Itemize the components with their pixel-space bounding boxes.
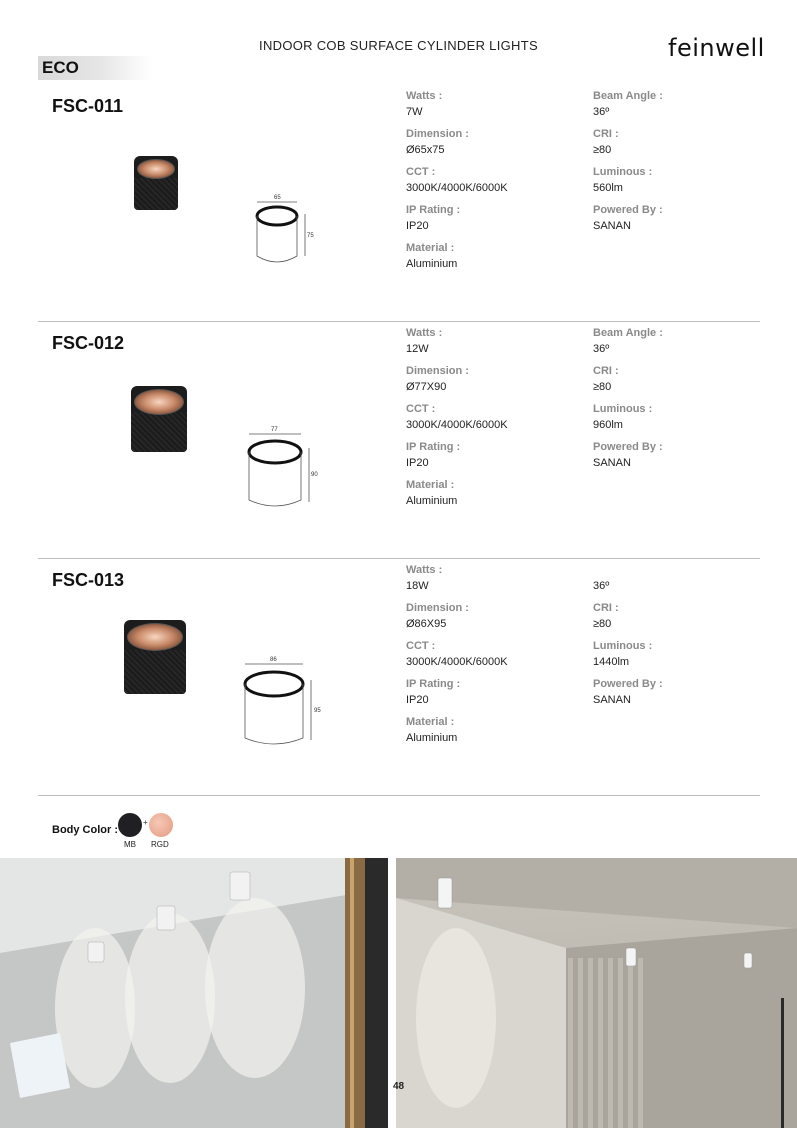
spec-ip: IP20 [406,694,429,706]
color-code-rgd: RGD [151,840,169,849]
spec-label-ip: IP Rating : [406,204,461,216]
spec-label-ip: IP Rating : [406,678,461,690]
spec-label-cri: CRI : [593,365,619,377]
spec-label-cct: CCT : [406,166,436,178]
spec-label-cct: CCT : [406,403,436,415]
spec-beam: 36º [593,343,610,355]
product-model: FSC-011 [52,96,124,116]
dim-width: 77 [271,427,278,433]
product-model: FSC-013 [52,570,125,590]
spec-ip: IP20 [406,220,429,232]
spec-cri: ≥80 [593,381,612,393]
series-badge: ECO [38,56,152,80]
spec-label-powered: Powered By : [593,678,663,690]
interior-photo-right [396,858,797,1128]
spec-cri: ≥80 [593,144,612,156]
spec-dimension: Ø65x75 [406,144,445,156]
dim-height: 90 [311,472,318,478]
product-image [134,156,178,210]
spec-cct: 3000K/4000K/6000K [406,182,508,194]
spec-label-luminous: Luminous : [593,640,653,652]
product-image [124,620,186,694]
spec-powered: SANAN [593,694,631,706]
spec-powered: SANAN [593,220,631,232]
spec-label-beam: Beam Angle : [593,90,663,102]
spec-watts: 18W [406,580,429,592]
section-divider [38,795,760,796]
spec-label-watts: Watts : [406,327,443,339]
dimension-drawing [236,654,332,750]
dim-width: 86 [270,657,277,663]
spec-label-cri: CRI : [593,602,619,614]
spec-dimension: Ø77X90 [406,381,447,393]
dimension-drawing [248,192,328,268]
plus-sign: + [143,818,148,827]
brand-logo: feinwell [668,34,765,62]
spec-label-ip: IP Rating : [406,441,461,453]
spec-label-dimension: Dimension : [406,602,469,614]
spec-label-powered: Powered By : [593,441,663,453]
spec-label-luminous: Luminous : [593,403,653,415]
spec-label-cri: CRI : [593,128,619,140]
spec-label-material: Material : [406,479,455,491]
spec-label-powered: Powered By : [593,204,663,216]
spec-beam: 36º [593,106,610,118]
section-divider [38,321,760,322]
spec-cct: 3000K/4000K/6000K [406,419,508,431]
product-image [131,386,187,452]
spec-ip: IP20 [406,457,429,469]
spec-label-dimension: Dimension : [406,128,469,140]
dim-width: 65 [274,195,281,201]
spec-label-watts: Watts : [406,564,443,576]
dim-height: 75 [307,233,314,239]
spec-cri: ≥80 [593,618,612,630]
spec-label-watts: Watts : [406,90,443,102]
page-title: INDOOR COB SURFACE CYLINDER LIGHTS [259,38,538,53]
section-divider [38,558,760,559]
body-color-label: Body Color : [52,824,118,836]
product-model: FSC-012 [52,333,125,353]
spec-luminous: 1440lm [593,656,630,668]
spec-watts: 7W [406,106,423,118]
spec-beam: 36º [593,580,610,592]
spec-label-dimension: Dimension : [406,365,469,377]
spec-cct: 3000K/4000K/6000K [406,656,508,668]
spec-luminous: 960lm [593,419,623,431]
spec-material: Aluminium [406,258,458,270]
spec-material: Aluminium [406,495,458,507]
interior-photo-left [0,858,388,1128]
spec-watts: 12W [406,343,429,355]
color-code-mb: MB [124,840,136,849]
page-number: 48 [393,1081,405,1092]
spec-material: Aluminium [406,732,458,744]
dim-height: 95 [314,708,321,714]
spec-label-material: Material : [406,242,455,254]
color-swatch-mb [118,813,142,837]
spec-powered: SANAN [593,457,631,469]
spec-label-luminous: Luminous : [593,166,653,178]
dimension-drawing [240,424,330,512]
spec-label-material: Material : [406,716,455,728]
spec-label-beam: Beam Angle : [593,327,663,339]
color-swatch-rgd [149,813,173,837]
spec-label-cct: CCT : [406,640,436,652]
spec-dimension: Ø86X95 [406,618,447,630]
spec-luminous: 560lm [593,182,623,194]
